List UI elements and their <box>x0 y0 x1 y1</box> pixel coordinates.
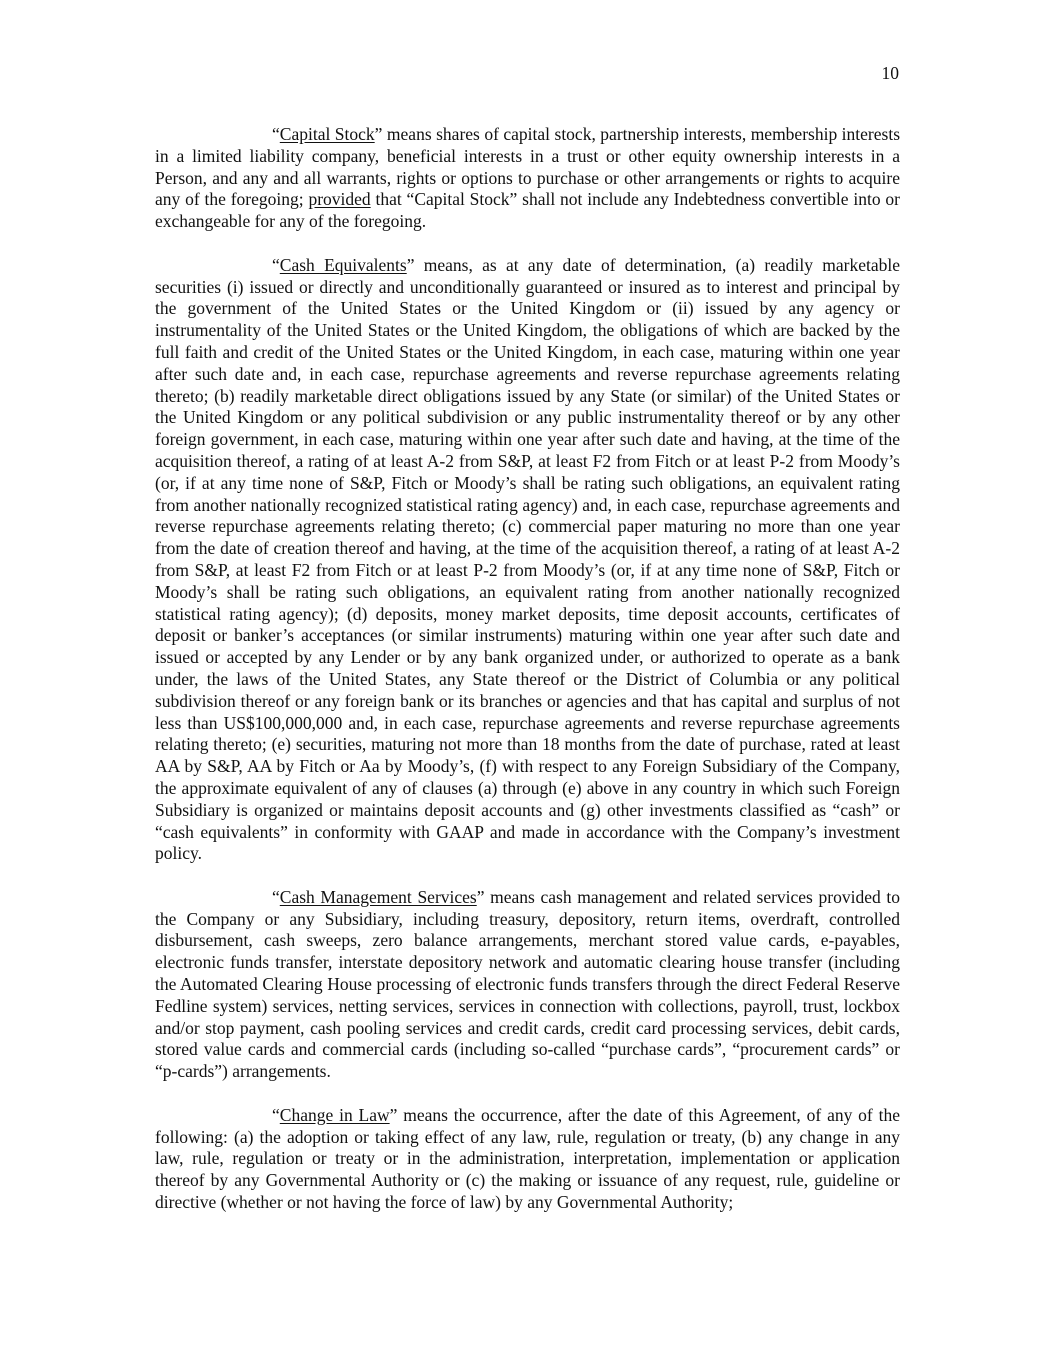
document-body <box>155 124 900 1236</box>
open-quote: “ <box>272 1104 280 1125</box>
definition-text: ” means, as at any date of determination, (a) readily marketable securities (i) issued or directly and unconditionally guaranteed or insured as to interest and principal by the government of the United States or the United Kingdom or (ii) issued by any agency or instrumentality of the United States or the United Kingdom, the obligations of which are backed by the full faith and credit of the United States or the United Kingdom, in each case, maturing within one year after such date and, in each case, repurchase agreements and reverse repurchase agreements relating thereto; (b) readily marketable direct obligations issued by any State (or similar) of the United States or the United Kingdom or any political subdivision or any public instrumentality thereof or by any other foreign government, in each case, maturing within one year after such date and having, at the time of the acquisition thereof, a rating of at least A-2 from S&P, at least F2 from Fitch or at least P-2 from Moody’s (or, if at any time none of S&P, Fitch or Moody’s shall be rating such obligations, an equivalent rating from another nationally recognized statistical rating agency) and, in each case, repurchase agreements and reverse repurchase agreements relating thereto; (c) commercial paper maturing no more than one year from the date of creation thereof and having, at the time of the acquisition thereof, a rating of at least A-2 from S&P, at least F2 from Fitch or at least P-2 from Moody’s (or, if at any time none of S&P, Fitch or Moody’s shall be rating such obligations, an equivalent rating from another nationally recognized statistical rating agency); (d) deposits, money market deposits, time deposit accounts, certificates of deposit or banker’s acceptances (or similar instruments) maturing within one year after such date and issued or accepted by any Lender or by any bank organized under, or authorized to operate as a bank under, the laws of the United States, any State thereof or the District of Columbia or any political subdivision thereof or any foreign bank or its branches or agencies and that has capital and surplus of not less than US$100,000,000 and, in each case, repurchase agreements and reverse repurchase agreements relating thereto; (e) securities, maturing not more than 18 months from the date of purchase, rated at least AA by S&P, AA by Fitch or Aa by Moody’s, (f) with respect to any Foreign Subsidiary of the Company, the approximate equivalent of any of clauses (a) through (e) above in any country in which such Foreign Subsidiary is organized or maintains deposit accounts and (g) other investments classified as “cash” or “cash equivalents” in conformity with GAAP and made in accordance with the Company’s investment policy. <box>155 254 900 864</box>
underlined-provided: provided <box>308 189 371 210</box>
defined-term-capital-stock: Capital Stock <box>279 124 375 144</box>
definition-capital-stock <box>155 124 900 233</box>
open-quote: “ <box>272 254 280 275</box>
definition-cash-equivalents <box>155 255 900 865</box>
defined-term-cash-management-services: Cash Management Services <box>279 886 477 907</box>
defined-term-cash-equivalents: Cash Equivalents <box>279 254 407 275</box>
definition-change-in-law <box>155 1105 900 1214</box>
open-quote: “ <box>272 124 280 144</box>
page-number: 10 <box>881 63 899 83</box>
definition-text-continued: that “Capital Stock” shall not include any Indebtedness convertible into or exchangeable for any of the foregoing. <box>155 189 900 232</box>
definition-text: ” means the occurrence, after the date of this Agreement, of any of the following: (a) the adoption or taking effect of any law, rule, regulation or treaty, (b) any change in any law, rule, regulation or treaty or in the administration, interpretation, implementation or application thereof by any Governmental Authority or (c) the making or issuance of any request, rule, guideline or directive (whether or not having the force of law) by any Governmental Authority; <box>155 1104 900 1213</box>
definition-cash-management-services <box>155 887 900 1083</box>
definition-text: ” means cash management and related services provided to the Company or any Subsidiary, including treasury, depository, return items, overdraft, controlled disbursement, cash sweeps, zero balance arrangements, merchant stored value cards, e-payables, electronic funds transfer, interstate depository network and automatic clearing house transfer (including the Automated Clearing House processing of electronic funds transfers through the direct Federal Reserve Fedline system) services, netting services, services in connection with collections, payroll, trust, lockbox and/or stop payment, cash pooling services and credit cards, credit card processing services, debit cards, stored value cards and commercial cards (including so-called “purchase cards”, “procurement cards” or “p-cards”) arrangements. <box>155 886 900 1082</box>
defined-term-change-in-law: Change in Law <box>279 1104 390 1125</box>
open-quote: “ <box>272 886 280 907</box>
definition-text: ” means shares of capital stock, partnership interests, membership interests in a limited liability company, beneficial interests in a trust or other equity ownership interests in a Person, and any and all warrants, rights or options to purchase or other arrangements or rights to acquire any of the foregoing; <box>155 124 901 210</box>
